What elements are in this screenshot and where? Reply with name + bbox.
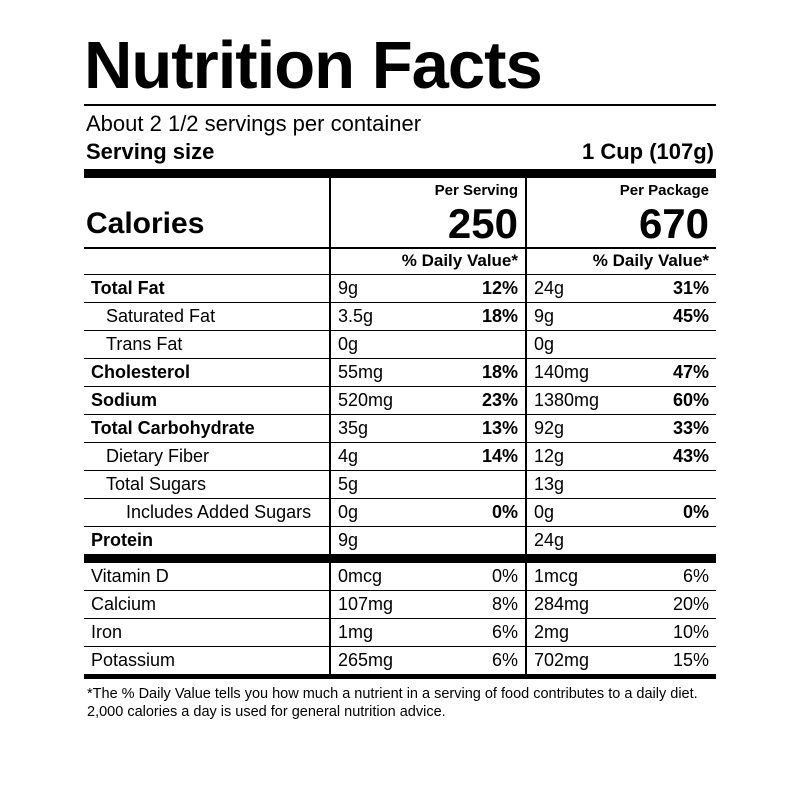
page-title: Nutrition Facts (84, 28, 542, 103)
spacer-cell (84, 178, 330, 201)
serving-size-label: Serving size (86, 138, 215, 164)
nutrient-amount-package: 12g (526, 442, 642, 470)
nutrient-name: Dietary Fiber (84, 442, 330, 470)
nutrient-amount-serving: 520mg (330, 386, 450, 414)
vitamin-dv-package: 10% (642, 618, 716, 646)
nutrient-name: Total Carbohydrate (84, 414, 330, 442)
nutrient-amount-package: 0g (526, 330, 642, 358)
nutrient-amount-package: 0g (526, 498, 642, 526)
nutrition-table (84, 178, 716, 554)
nutrient-name: Total Fat (84, 274, 330, 302)
vitamin-amount-serving: 265mg (330, 646, 450, 674)
table-row (84, 358, 716, 386)
nutrient-name: Includes Added Sugars (84, 498, 330, 526)
nutrient-amount-serving: 35g (330, 414, 450, 442)
nutrient-amount-serving: 0g (330, 498, 450, 526)
nutrient-amount-package: 1380mg (526, 386, 642, 414)
nutrient-dv-package: 47% (642, 358, 716, 386)
vitamin-amount-package: 284mg (526, 590, 642, 618)
footnote-line-1: *The % Daily Value tells you how much a nutrient in a serving of food contributes to a daily diet. (87, 685, 698, 702)
column-header-row (84, 178, 716, 201)
nutrient-dv-serving: 0% (450, 498, 526, 526)
vitamin-dv-package: 15% (642, 646, 716, 674)
nutrient-dv-serving (450, 526, 526, 554)
serving-size-value: 1 Cup (107g) (581, 138, 714, 164)
nutrient-amount-serving: 4g (330, 442, 450, 470)
daily-value-header-serving: % Daily Value* (330, 248, 526, 275)
nutrient-name: Sodium (84, 386, 330, 414)
nutrient-dv-serving: 14% (450, 442, 526, 470)
footnote (84, 679, 716, 722)
table-row (84, 274, 716, 302)
nutrient-amount-package: 24g (526, 274, 642, 302)
calories-row (84, 201, 716, 248)
nutrient-name: Protein (84, 526, 330, 554)
vitamin-name: Iron (84, 618, 330, 646)
vitamin-amount-serving: 0mcg (330, 563, 450, 591)
vitamin-amount-serving: 1mg (330, 618, 450, 646)
servings-per-container: About 2 1/2 servings per container (86, 110, 422, 136)
vitamin-amount-package: 702mg (526, 646, 642, 674)
spacer-cell-2 (84, 248, 330, 275)
vitamin-name: Calcium (84, 590, 330, 618)
nutrient-dv-package (642, 470, 716, 498)
nutrient-amount-package: 92g (526, 414, 642, 442)
footnote-line-2: 2,000 calories a day is used for general nutrition advice. (87, 704, 446, 721)
nutrient-dv-package (642, 526, 716, 554)
vitamin-dv-package: 6% (682, 565, 709, 586)
nutrient-dv-serving: 18% (450, 302, 526, 330)
nutrient-dv-package: 43% (642, 442, 716, 470)
nutrient-dv-serving: 13% (450, 414, 526, 442)
table-row (84, 302, 716, 330)
per-serving-header: Per Serving (330, 178, 526, 201)
table-row (84, 498, 716, 526)
vitamin-amount-package: 1mcg (526, 563, 642, 591)
nutrient-dv-serving: 12% (450, 274, 526, 302)
header-divider (84, 169, 716, 178)
vitamin-name: Potassium (84, 646, 330, 674)
nutrient-dv-serving: 18% (450, 358, 526, 386)
table-row (84, 442, 716, 470)
vitamins-table (84, 563, 716, 674)
table-row (84, 386, 716, 414)
vitamin-amount-package: 2mg (526, 618, 642, 646)
nutrient-amount-serving: 5g (330, 470, 450, 498)
nutrient-dv-package: 60% (642, 386, 716, 414)
table-row (84, 590, 716, 618)
nutrient-name: Total Sugars (84, 470, 330, 498)
vitamins-divider (84, 554, 716, 563)
nutrient-amount-serving: 55mg (330, 358, 450, 386)
nutrient-name: Saturated Fat (84, 302, 330, 330)
nutrient-amount-serving: 9g (330, 526, 450, 554)
calories-per-serving: 250 (330, 201, 526, 248)
table-row (84, 526, 716, 554)
nutrient-dv-package: 33% (642, 414, 716, 442)
table-row (84, 646, 716, 674)
vitamin-dv-serving: 0% (491, 565, 518, 586)
vitamin-dv-serving: 6% (450, 618, 526, 646)
nutrient-amount-package: 13g (526, 470, 642, 498)
nutrient-dv-serving (450, 470, 526, 498)
nutrient-dv-package (642, 330, 716, 358)
daily-value-header-package: % Daily Value* (526, 248, 716, 275)
calories-label: Calories (86, 206, 205, 240)
nutrient-amount-serving: 0g (330, 330, 450, 358)
vitamin-amount-serving: 107mg (330, 590, 450, 618)
table-row (84, 563, 716, 591)
nutrient-dv-package: 0% (642, 498, 716, 526)
nutrient-dv-package: 45% (642, 302, 716, 330)
nutrient-amount-package: 9g (526, 302, 642, 330)
nutrition-facts-label (84, 28, 716, 722)
table-row (84, 414, 716, 442)
nutrient-amount-package: 24g (526, 526, 642, 554)
vitamin-dv-serving: 6% (450, 646, 526, 674)
nutrient-amount-serving: 3.5g (330, 302, 450, 330)
table-row (84, 330, 716, 358)
per-package-header: Per Package (526, 178, 716, 201)
vitamin-name: Vitamin D (91, 565, 169, 586)
nutrient-amount-serving: 9g (330, 274, 450, 302)
vitamin-dv-package: 20% (642, 590, 716, 618)
calories-per-package: 670 (526, 201, 716, 248)
table-row (84, 618, 716, 646)
nutrient-name: Cholesterol (84, 358, 330, 386)
vitamin-dv-serving: 8% (450, 590, 526, 618)
daily-value-header-row (84, 248, 716, 275)
serving-size-row (84, 138, 716, 169)
table-row (84, 470, 716, 498)
nutrient-name: Trans Fat (84, 330, 330, 358)
nutrient-dv-package: 31% (642, 274, 716, 302)
nutrient-dv-serving (450, 330, 526, 358)
nutrient-dv-serving: 23% (450, 386, 526, 414)
nutrient-amount-package: 140mg (526, 358, 642, 386)
